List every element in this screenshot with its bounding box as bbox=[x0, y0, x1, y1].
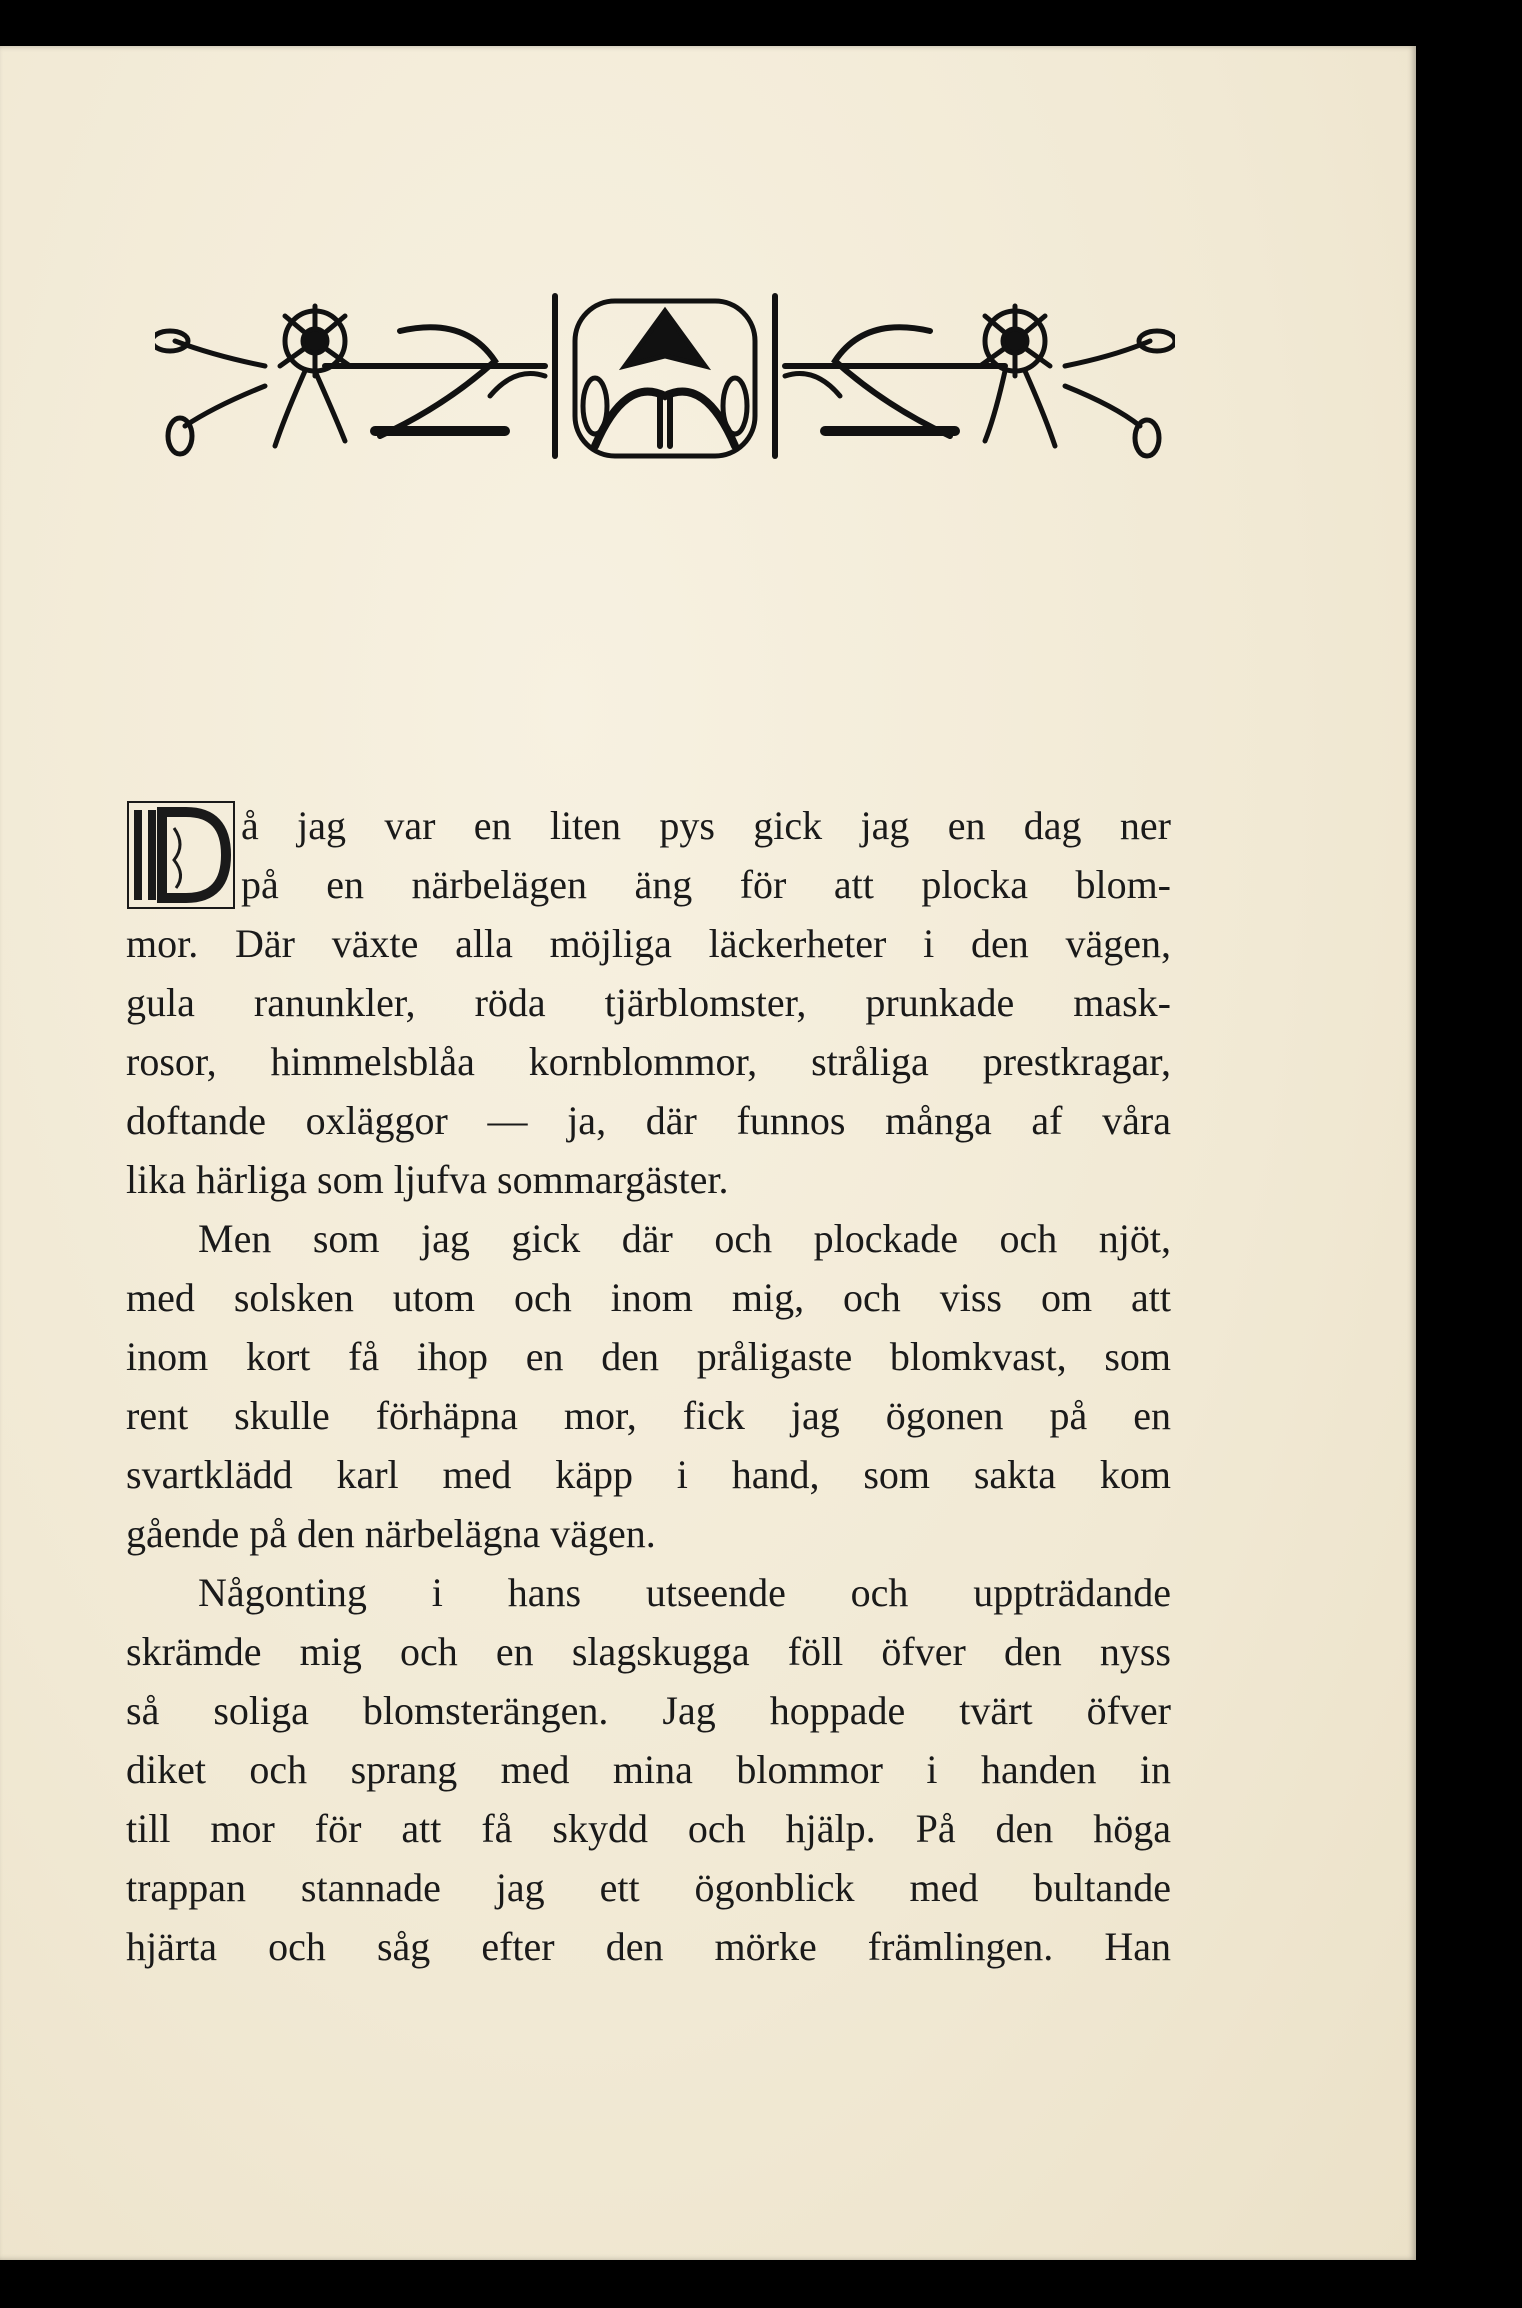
text-line: till mor för att få skydd och hjälp. På den höga bbox=[126, 1806, 1171, 1851]
text-line: inom kort få ihop en den pråligaste blomkvast, som bbox=[126, 1334, 1171, 1379]
text-line: på en närbelägen äng för att plocka blom- bbox=[241, 862, 1171, 907]
text-line: gående på den närbelägna vägen. bbox=[126, 1511, 656, 1556]
text-line: rent skulle förhäpna mor, fick jag ögonen på en bbox=[126, 1393, 1171, 1438]
body-text bbox=[126, 796, 1171, 1976]
text-line: diket och sprang med mina blommor i handen in bbox=[126, 1747, 1171, 1792]
text-line: å jag var en liten pys gick jag en dag ner bbox=[241, 803, 1171, 848]
book-page bbox=[0, 46, 1416, 2260]
paragraph-2 bbox=[126, 1209, 1171, 1563]
paragraph-3 bbox=[126, 1563, 1171, 1976]
text-line: trappan stannade jag ett ögonblick med bultande bbox=[126, 1865, 1171, 1910]
text-line: mor. Där växte alla möjliga läckerheter i den vägen, bbox=[126, 921, 1171, 966]
paragraph-1 bbox=[126, 796, 1171, 1209]
floral-ornament-icon bbox=[155, 246, 1175, 476]
text-line: doftande oxläggor — ja, där funnos många af våra bbox=[126, 1098, 1171, 1143]
text-line: med solsken utom och inom mig, och viss om att bbox=[126, 1275, 1171, 1320]
text-line: Men som jag gick där och plockade och njöt, bbox=[198, 1216, 1171, 1261]
text-line: svartklädd karl med käpp i hand, som sakta kom bbox=[126, 1452, 1171, 1497]
text-line: skrämde mig och en slagskugga föll öfver den nyss bbox=[126, 1629, 1171, 1674]
text-line: så soliga blomsterängen. Jag hoppade tvärt öfver bbox=[126, 1688, 1171, 1733]
text-line: hjärta och såg efter den mörke främlingen. Han bbox=[126, 1924, 1171, 1969]
text-line: rosor, himmelsblåa kornblommor, stråliga prestkragar, bbox=[126, 1039, 1171, 1084]
text-line: lika härliga som ljufva sommargäster. bbox=[126, 1157, 729, 1202]
text-line: Någonting i hans utseende och uppträdande bbox=[198, 1570, 1171, 1615]
drop-cap-d-icon bbox=[126, 800, 236, 910]
text-line: gula ranunkler, röda tjärblomster, prunkade mask- bbox=[126, 980, 1171, 1025]
